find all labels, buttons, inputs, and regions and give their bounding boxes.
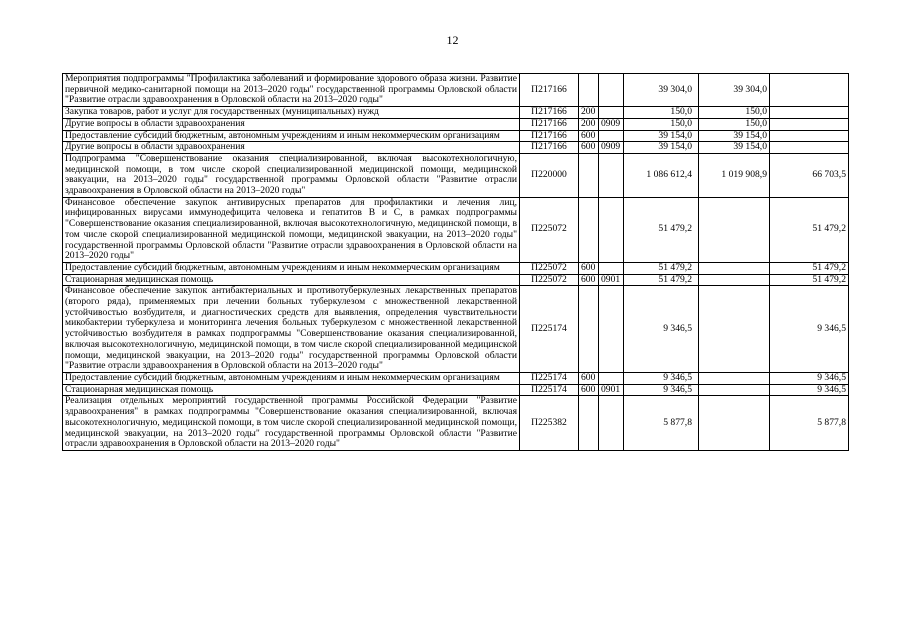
amount-total: 51 479,2 bbox=[624, 197, 699, 262]
section-code bbox=[599, 153, 624, 197]
section-code bbox=[599, 372, 624, 384]
expense-type: 600 bbox=[579, 372, 599, 384]
row-description: Подпрограмма "Совершенствование оказания специализированной, включая высокотехнологичную, медицинской помощи, в том числе скорой специализированной медицинской помощи, медицинской эвакуации, на 2013–2020 годы" государственной программы Орловской области "Развитие отрасли здравоохранения в Орловской области на 2013–2020 годы" bbox=[63, 153, 520, 197]
amount-federal: 9 346,5 bbox=[770, 384, 849, 396]
target-code: П217166 bbox=[520, 118, 579, 130]
amount-total: 1 086 612,4 bbox=[624, 153, 699, 197]
table-row bbox=[63, 384, 849, 396]
table-row bbox=[63, 153, 849, 197]
target-code: П225174 bbox=[520, 384, 579, 396]
amount-regional: 39 154,0 bbox=[699, 130, 770, 142]
amount-regional: 1 019 908,9 bbox=[699, 153, 770, 197]
table-row bbox=[63, 372, 849, 384]
table-row bbox=[63, 197, 849, 262]
amount-total: 9 346,5 bbox=[624, 286, 699, 373]
expense-type: 600 bbox=[579, 262, 599, 274]
amount-total: 5 877,8 bbox=[624, 396, 699, 451]
expense-type: 200 bbox=[579, 107, 599, 119]
section-code bbox=[599, 262, 624, 274]
amount-regional bbox=[699, 262, 770, 274]
row-description: Финансовое обеспечение закупок антивирусных препаратов для профилактики и лечения лиц, инфицированных вирусами иммунодефицита человека и гепатитов В и С, в рамках подпрограммы "Совершенствование оказания специализированной, включая высокотехнологичную, медицинской помощи, в том числе скорой специализированной медицинской помощи, медицинской эвакуации, на 2013–2020 годы" государственной программы Орловской области "Развитие отрасли здравоохранения в Орловской области на 2013–2020 годы" bbox=[63, 197, 520, 262]
section-code bbox=[599, 107, 624, 119]
amount-regional bbox=[699, 197, 770, 262]
expense-type bbox=[579, 153, 599, 197]
target-code: П217166 bbox=[520, 142, 579, 154]
expense-type bbox=[579, 286, 599, 373]
target-code: П225174 bbox=[520, 372, 579, 384]
amount-federal bbox=[770, 107, 849, 119]
amount-regional bbox=[699, 274, 770, 286]
amount-total: 51 479,2 bbox=[624, 274, 699, 286]
amount-federal bbox=[770, 74, 849, 107]
table-row bbox=[63, 396, 849, 451]
row-description: Предоставление субсидий бюджетным, автономным учреждениям и иным некоммерческим организациям bbox=[63, 262, 520, 274]
amount-federal: 9 346,5 bbox=[770, 286, 849, 373]
table-row bbox=[63, 286, 849, 373]
table-row bbox=[63, 142, 849, 154]
amount-total: 150,0 bbox=[624, 118, 699, 130]
section-code bbox=[599, 197, 624, 262]
row-description: Другие вопросы в области здравоохранения bbox=[63, 142, 520, 154]
amount-federal: 66 703,5 bbox=[770, 153, 849, 197]
row-description: Предоставление субсидий бюджетным, автономным учреждениям и иным некоммерческим организациям bbox=[63, 372, 520, 384]
row-description: Закупка товаров, работ и услуг для государственных (муниципальных) нужд bbox=[63, 107, 520, 119]
expense-type bbox=[579, 396, 599, 451]
amount-federal: 9 346,5 bbox=[770, 372, 849, 384]
target-code: П217166 bbox=[520, 107, 579, 119]
target-code: П225072 bbox=[520, 262, 579, 274]
amount-regional bbox=[699, 286, 770, 373]
expense-type: 600 bbox=[579, 142, 599, 154]
amount-federal: 51 479,2 bbox=[770, 262, 849, 274]
target-code: П225072 bbox=[520, 197, 579, 262]
section-code: 0909 bbox=[599, 142, 624, 154]
row-description: Стационарная медицинская помощь bbox=[63, 384, 520, 396]
section-code: 0901 bbox=[599, 274, 624, 286]
section-code bbox=[599, 396, 624, 451]
amount-regional bbox=[699, 372, 770, 384]
amount-total: 39 154,0 bbox=[624, 142, 699, 154]
amount-total: 9 346,5 bbox=[624, 372, 699, 384]
amount-federal: 51 479,2 bbox=[770, 197, 849, 262]
amount-regional bbox=[699, 396, 770, 451]
expense-type: 200 bbox=[579, 118, 599, 130]
table-row bbox=[63, 262, 849, 274]
expense-type bbox=[579, 197, 599, 262]
target-code: П217166 bbox=[520, 130, 579, 142]
page-number: 12 bbox=[446, 33, 459, 47]
target-code: П217166 bbox=[520, 74, 579, 107]
amount-federal: 5 877,8 bbox=[770, 396, 849, 451]
section-code: 0909 bbox=[599, 118, 624, 130]
table-row bbox=[63, 130, 849, 142]
target-code: П225072 bbox=[520, 274, 579, 286]
expense-type bbox=[579, 74, 599, 107]
amount-federal: 51 479,2 bbox=[770, 274, 849, 286]
amount-federal bbox=[770, 118, 849, 130]
amount-regional: 39 154,0 bbox=[699, 142, 770, 154]
amount-regional: 150,0 bbox=[699, 107, 770, 119]
row-description: Мероприятия подпрограммы "Профилактика заболеваний и формирование здорового образа жизни. Развитие первичной медико-санитарной помощи на 2013–2020 годы" государственной программы Орловской области "Развитие отрасли здравоохранения в Орловской области на 2013–2020 годы" bbox=[63, 74, 520, 107]
row-description: Финансовое обеспечение закупок антибактериальных и противотуберкулезных лекарственных препаратов (второго ряда), применяемых при лечении больных туберкулезом с множественной лекарственной устойчивостью возбудителя, и диагностических средств для выявления, определения чувствительности микобактерии туберкулеза и мониторинга лечения больных туберкулезом с множественной лекарственной устойчивостью возбудителя в рамках подпрограммы "Совершенствование оказания специализированной, включая высокотехнологичную, медицинской помощи, в том числе скорой специализированной медицинской помощи, медицинской эвакуации, на 2013–2020 годы" государственной программы Орловской области "Развитие отрасли здравоохранения в Орловской области на 2013–2020 годы" bbox=[63, 286, 520, 373]
target-code: П225382 bbox=[520, 396, 579, 451]
expense-type: 600 bbox=[579, 130, 599, 142]
section-code: 0901 bbox=[599, 384, 624, 396]
table-row bbox=[63, 118, 849, 130]
target-code: П225174 bbox=[520, 286, 579, 373]
row-description: Стационарная медицинская помощь bbox=[63, 274, 520, 286]
amount-federal bbox=[770, 130, 849, 142]
section-code bbox=[599, 286, 624, 373]
budget-table bbox=[62, 73, 849, 451]
section-code bbox=[599, 130, 624, 142]
row-description: Другие вопросы в области здравоохранения bbox=[63, 118, 520, 130]
row-description: Реализация отдельных мероприятий государственной программы Российской Федерации "Развитие здравоохранения" в рамках подпрограммы "Совершенствование оказания специализированной, включая высокотехнологичную, медицинской помощи, в том числе скорой специализированной медицинской помощи, медицинской эвакуации, на 2013–2020 годы" государственной программы Орловской области "Развитие отрасли здравоохранения в Орловской области на 2013–2020 годы" bbox=[63, 396, 520, 451]
table-row bbox=[63, 107, 849, 119]
expense-type: 600 bbox=[579, 274, 599, 286]
amount-total: 9 346,5 bbox=[624, 384, 699, 396]
amount-total: 39 304,0 bbox=[624, 74, 699, 107]
expense-type: 600 bbox=[579, 384, 599, 396]
row-description: Предоставление субсидий бюджетным, автономным учреждениям и иным некоммерческим организациям bbox=[63, 130, 520, 142]
amount-total: 39 154,0 bbox=[624, 130, 699, 142]
target-code: П220000 bbox=[520, 153, 579, 197]
amount-regional: 150,0 bbox=[699, 118, 770, 130]
section-code bbox=[599, 74, 624, 107]
amount-federal bbox=[770, 142, 849, 154]
amount-regional: 39 304,0 bbox=[699, 74, 770, 107]
amount-regional bbox=[699, 384, 770, 396]
amount-total: 51 479,2 bbox=[624, 262, 699, 274]
amount-total: 150,0 bbox=[624, 107, 699, 119]
table-row bbox=[63, 274, 849, 286]
table-row bbox=[63, 74, 849, 107]
